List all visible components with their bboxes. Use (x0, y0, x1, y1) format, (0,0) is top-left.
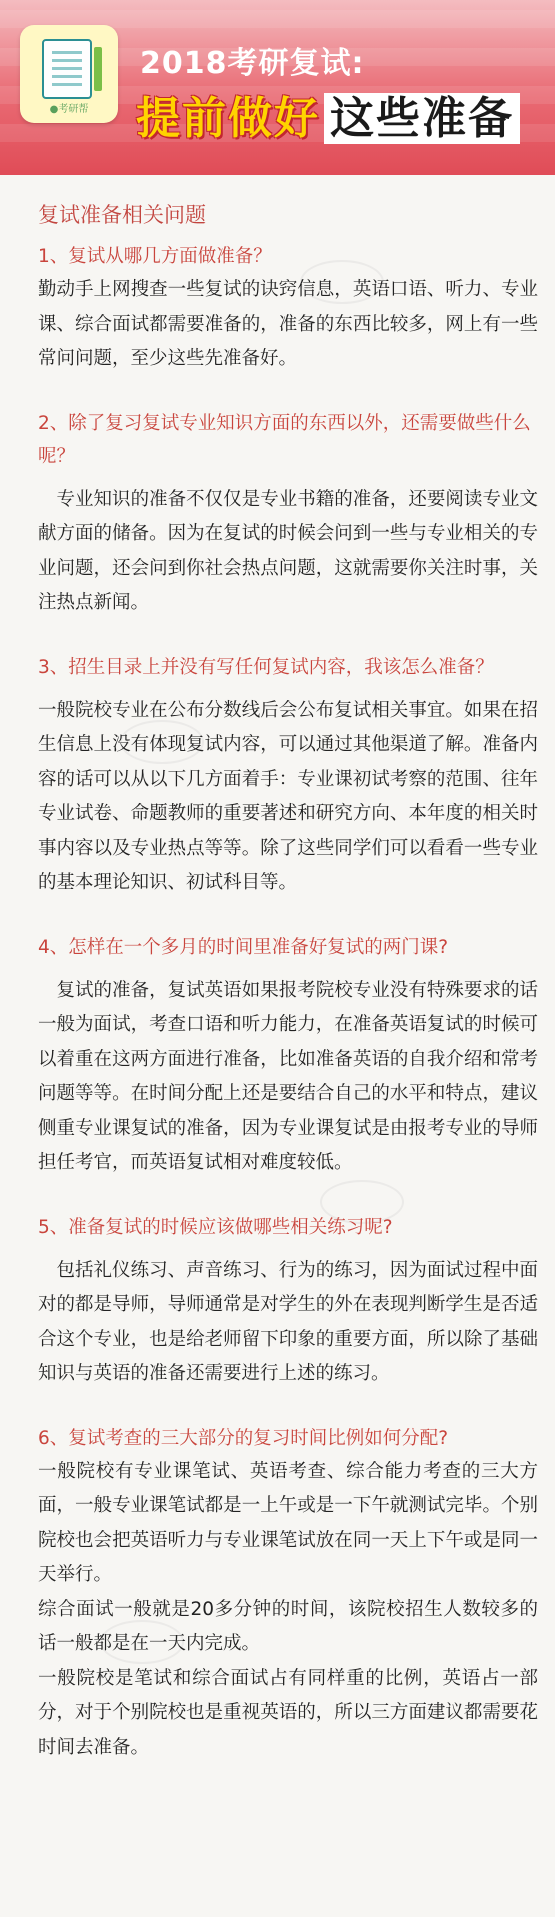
answer-3: 一般院校专业在公布分数线后会公布复试相关事宜。如果在招生信息上没有体现复试内容，可以通过其他渠道了解。准备内容的话可以从以下几方面着手：专业课初试考察的范围、往年专业试卷、命题教师的重要著述和研究方向、本年度的相关时事内容以及专业热点等等。除了这些同学们可以看看一些专业的基本理论知识、初试科目等。 (38, 699, 538, 893)
qa-item-3 (38, 651, 538, 901)
qa-item-2 (38, 407, 538, 621)
qa-item-4 (38, 931, 538, 1181)
qa-item-1 (38, 240, 538, 377)
answer-2: 专业知识的准备不仅仅是专业书籍的准备，还要阅读专业文献方面的储备。因为在复试的时候会问到一些与专业相关的专业问题，还会问到你社会热点问题，这就需要你关注时事，关注热点新闻。 (38, 488, 538, 613)
question-4: 4、怎样在一个多月的时间里准备好复试的两门课? (38, 936, 449, 958)
document-icon (42, 39, 92, 99)
answer-6b: 综合面试一般就是20多分钟的时间，该院校招生人数较多的话一般都是在一天内完成。 (38, 1598, 538, 1654)
answer-1: 勤动手上网搜查一些复试的诀窍信息，英语口语、听力、专业课、综合面试都需要准备的，准备的东西比较多，网上有一些常问问题，至少这些先准备好。 (38, 279, 538, 369)
question-2: 2、除了复习复试专业知识方面的东西以外，还需要做些什么呢？ (38, 412, 531, 467)
article-body (38, 200, 538, 1765)
banner-subtitle: 2018考研复试: (140, 46, 365, 81)
question-1: 1、复试从哪几方面做准备？ (38, 246, 272, 267)
section-title: 复试准备相关问题 (38, 203, 206, 227)
brand-name: ●考研帮 (49, 104, 89, 115)
answer-6c: 一般院校是笔试和综合面试占有同样重的比例，英语占一部分，对于个别院校也是重视英语的，所以三方面建议都需要花时间去准备。 (38, 1667, 538, 1758)
answer-4: 复试的准备，复试英语如果报考院校专业没有特殊要求的话一般为面试，考查口语和听力能力，在准备英语复试的时候可以着重在这两方面进行准备，比如准备英语的自我介绍和常考问题等等。在时间分配上还是要结合自己的水平和特点，建议侧重专业课复试的准备，因为专业课复试是由报考专业的导师担任考官，而英语复试相对难度较低。 (38, 979, 538, 1173)
brand-logo (20, 25, 118, 123)
qa-item-6 (38, 1422, 538, 1766)
banner-title (136, 82, 520, 146)
banner-title-rest: 这些准备 (324, 93, 520, 144)
qa-item-5 (38, 1211, 538, 1392)
answer-6a: 一般院校有专业课笔试、英语考查、综合能力考查的三大方面，一般专业课笔试都是一上午或是一下午就测试完毕。个别院校也会把英语听力与专业课笔试放在同一天上下午或是同一天举行。 (38, 1460, 538, 1585)
header-banner (0, 0, 555, 175)
question-5: 5、准备复试的时候应该做哪些相关练习呢? (38, 1216, 393, 1238)
answer-5: 包括礼仪练习、声音练习、行为的练习，因为面试过程中面对的都是导师，导师通常是对学生的外在表现判断学生是否适合这个专业，也是给老师留下印象的重要方面，所以除了基础知识与英语的准备还需要进行上述的练习。 (38, 1259, 538, 1384)
question-6: 6、复试考查的三大部分的复习时间比例如何分配? (38, 1427, 449, 1449)
banner-title-highlight: 提前做好 (136, 93, 320, 144)
question-3: 3、招生目录上并没有写任何复试内容，我该怎么准备？ (38, 656, 494, 678)
